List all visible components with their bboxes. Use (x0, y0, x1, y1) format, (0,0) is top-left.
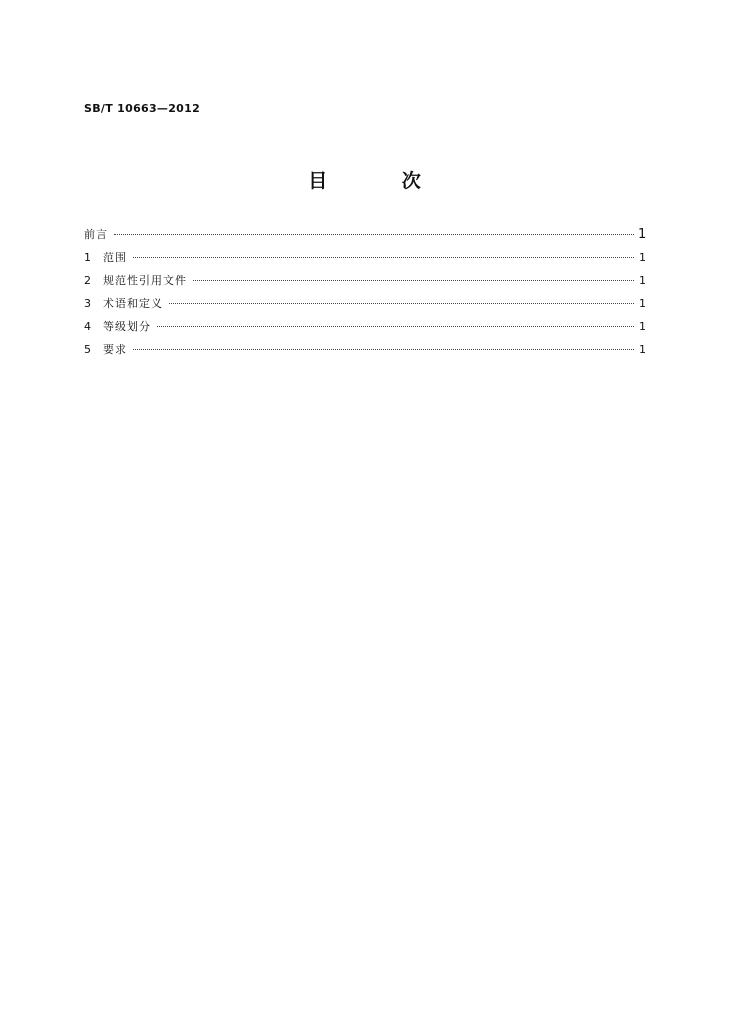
toc-entry-number: 2 (84, 274, 91, 287)
toc-entry-normative-references[interactable] (84, 272, 646, 295)
toc-entry-label: 范围 (103, 251, 127, 264)
toc-entry-terms-definitions[interactable] (84, 295, 646, 318)
toc-entry-page: 1 (639, 274, 646, 287)
toc-dot-leader (157, 326, 634, 327)
toc-entry-page: 1 (639, 343, 646, 356)
toc-entry-label: 等级划分 (103, 320, 151, 333)
toc-dot-leader (133, 257, 634, 258)
toc-entry-page: 1 (639, 320, 646, 333)
toc-title: 目 次 (308, 170, 455, 192)
toc-entry-number: 1 (84, 251, 91, 264)
toc-entry-page: 1 (639, 251, 646, 264)
toc-dot-leader (169, 303, 634, 304)
toc-entry-preface[interactable] (84, 226, 646, 249)
toc-entry-number: 4 (84, 320, 91, 333)
toc-entry-label: 要求 (103, 343, 127, 356)
toc-entry-page: 1 (639, 297, 646, 310)
toc-entry-scope[interactable] (84, 249, 646, 272)
toc-entry-label: 前言 (84, 228, 108, 241)
toc-entry-label: 术语和定义 (103, 297, 163, 310)
toc-entry-number: 5 (84, 343, 91, 356)
toc-dot-leader (133, 349, 634, 350)
toc-dot-leader (193, 280, 634, 281)
toc-entry-page: 1 (638, 227, 647, 242)
toc-dot-leader (114, 234, 634, 235)
toc-entry-number: 3 (84, 297, 91, 310)
toc-entry-requirements[interactable] (84, 341, 646, 364)
toc-entry-grading[interactable] (84, 318, 646, 341)
table-of-contents (84, 226, 646, 364)
standard-code: SB/T 10663—2012 (84, 102, 201, 115)
toc-entry-label: 规范性引用文件 (103, 274, 187, 287)
